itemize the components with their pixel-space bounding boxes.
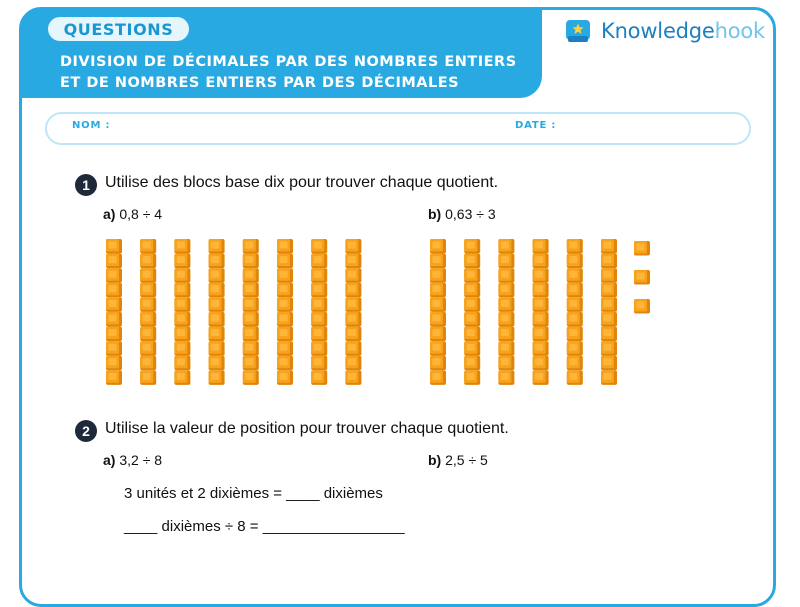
rod-cube [464,312,480,327]
rod-cube [567,327,583,342]
q2-step-line-1[interactable]: 3 unités et 2 dixièmes = ____ dixièmes [124,485,383,502]
tenth-rod [464,239,480,385]
rod-cube [567,268,583,283]
rod-cube [464,370,480,385]
rod-cube [601,297,617,312]
rod-cube [498,327,514,342]
tenth-rod [498,239,514,385]
rod-cube [533,356,549,371]
date-label: DATE : [515,120,557,131]
rod-cube [498,370,514,385]
q1-part-b-letter: b) [428,206,442,222]
rod-cube [430,312,446,327]
rod-cube [464,327,480,342]
rod-cube [533,341,549,356]
rod-cube [430,341,446,356]
q1-part-a-expression: 0,8 ÷ 4 [119,206,163,222]
rod-cube [601,312,617,327]
rod-cube [430,268,446,283]
title-line-1: DIVISION DE DÉCIMALES PAR DES NOMBRES ENTIERS [60,54,517,70]
rod-cube [430,297,446,312]
title-line-2: ET DE NOMBRES ENTIERS PAR DES DÉCIMALES [60,75,460,91]
rod-cube [533,239,549,254]
q1-part-b-expression: 0,63 ÷ 3 [445,206,496,222]
rod-cube [533,254,549,269]
rod-cube [533,297,549,312]
rod-cube [430,239,446,254]
rod-cube [464,283,480,298]
question-1-text: Utilise des blocs base dix pour trouver chaque quotient. [105,174,499,191]
rod-cube [601,268,617,283]
rod-cube [567,356,583,371]
rod-cube [601,341,617,356]
questions-badge: QUESTIONS [48,17,189,41]
rod-cube [533,283,549,298]
brand-name-light: hook [714,19,766,43]
rod-cube [430,254,446,269]
rod-cube [430,327,446,342]
rod-cube [464,297,480,312]
name-label: NOM : [72,120,111,131]
rod-cube [464,341,480,356]
brand-name-bold: Knowledge [601,19,715,43]
rod-cube [601,254,617,269]
rod-cube [430,283,446,298]
rod-cube [498,297,514,312]
question-2-text: Utilise la valeur de position pour trouver chaque quotient. [105,420,509,437]
hundredth-unit-cube [634,241,650,256]
rod-cube [567,297,583,312]
rod-cube [430,356,446,371]
rod-cube [498,254,514,269]
rod-cube [498,312,514,327]
hundredth-unit-cube [634,299,650,314]
rod-cube [533,268,549,283]
rod-cube [498,356,514,371]
rod-cube [601,283,617,298]
q2-part-a-expression: 3,2 ÷ 8 [119,452,163,468]
q2-part-a [103,452,162,468]
tenth-rod [430,239,446,385]
rod-cube [464,254,480,269]
rod-cube [601,370,617,385]
question-2-number: 2 [75,420,97,442]
rod-cube [601,239,617,254]
rod-cube [601,327,617,342]
rod-cube [498,341,514,356]
hundredth-unit-cube [634,270,650,285]
rod-cube [498,268,514,283]
rod-cube [498,239,514,254]
q2-part-b-letter: b) [428,452,442,468]
q2-part-b-expression: 2,5 ÷ 5 [445,452,488,468]
rod-cube [533,370,549,385]
rod-cube [464,356,480,371]
tenth-rod [601,239,617,385]
q2-part-a-letter: a) [103,452,116,468]
rod-cube [567,312,583,327]
rod-cube [601,356,617,371]
rod-cube [498,283,514,298]
rod-cube [464,268,480,283]
rod-cube [533,327,549,342]
rod-cube [464,239,480,254]
rod-cube [567,283,583,298]
rod-cube [533,312,549,327]
tenth-rod [567,239,583,385]
tenth-rod [533,239,549,385]
rod-cube [567,370,583,385]
question-1-number: 1 [75,174,97,196]
rod-cube [567,239,583,254]
q1-part-a-letter: a) [103,206,116,222]
q2-part-b [428,452,488,468]
rod-cube [567,254,583,269]
rod-cube [567,341,583,356]
rod-cube [430,370,446,385]
q2-step-line-2[interactable]: ____ dixièmes ÷ 8 = _________________ [124,518,405,535]
